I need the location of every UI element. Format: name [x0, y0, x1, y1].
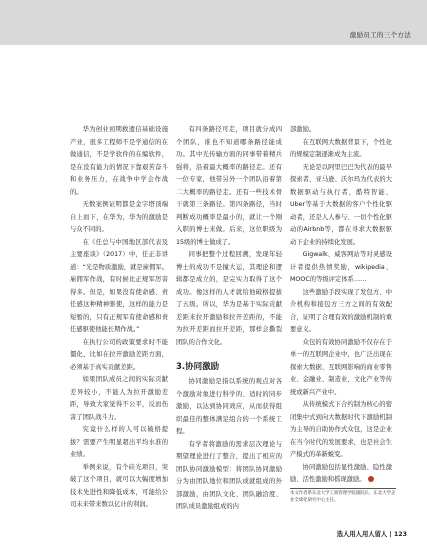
paragraph: 究竟什么样的人可以破格提拔？需要产生明显超出平均水准的业绩。: [70, 426, 168, 458]
paragraph: 华为创业初期救遗信基础设施产业，很多工程师不是学通信的在做通信，不是学软件的在编软件，是在没有能力的情况下靠艰苦奋斗和业务压力，在战争中学会作战的。: [70, 126, 168, 196]
paragraph: 在《任总与中国地区部代表及主要座谈》（2017）中，任正非讲道：“光是物质激励，就是雇佣军。雇佣军作战，有时候比正规军厉害得多。但是，如果没有使命感、责任感这种精神驱使，这样的能力是短暂的，只有正规军有使命感和责任感驱使他能长期作战。”: [70, 238, 168, 333]
paragraph: 这些激励手段实现了发包方、中介机构和接包方三方之间的有效配合，证明了合理有效的激励机制的重要意义。: [290, 288, 392, 333]
paragraph: 有学者将激励的需求层次理论与期望理论进行了整合，提出了相应的团队协同激励模型：将团队协同激励分为由团队地位和团队成就组成的外部激励，由团队文化、团队融洽度、团队成员激励组成的内: [176, 440, 282, 510]
paragraph-final: [290, 462, 392, 487]
author-note: 本文作者系东北大学工商管理学院副院长、东北大学企业全球化研究中心主任。: [290, 491, 396, 503]
paragraph: 无论是以阿里巴巴为代表的最早探索者，亚马逊、沃尔玛为代表的大数据驱动与执行者，酷特智能、Uber等基于大数据的客户个性化驱动者，还是人人参与、一切个性化驱动的Airbnb等，都在寻求大数据驱动下企业的持续化发展。: [290, 163, 392, 246]
section-title: 3.协同激励: [176, 362, 220, 372]
paragraph: 在互联网大数据背景下，个性化的规模定制逐渐成为主流。: [290, 138, 392, 158]
text-column-1: [70, 124, 168, 512]
paragraph: 举例来说，有个硅光项目，突破了这个项目，就可以大幅度增加技术先进性和降低成本，可能给公司未来带来数以亿计的利润。: [70, 463, 168, 508]
page-header-title: 激励员工的三个方法: [349, 31, 411, 39]
paragraph: 协同激励是指以系统的观点对各个激励对象进行科学的、适时的同步激励，以达到协同效应，从而获得组织最佳的整体满足组合的一个系统工程。: [176, 378, 282, 435]
paragraph: 从传统模式下合约制为核心的密闭集中式到向大数据时代下激励机制为主导的自助协作式众包，这是企业在当今时代的发展要求，也是社会生产模式的革新蜕变。: [290, 401, 392, 458]
footnote-divider: [290, 488, 396, 489]
paragraph: 无数案例证明都是金字塔顶端自上而下，在华为，华为的激励是与众不同的。: [70, 201, 168, 233]
header-bar: [0, 0, 427, 45]
text-column-3: [290, 124, 392, 487]
paragraph: 在执行公司的政策要求时不能僵化，比如在拉开激励差距方面，必须基于真实贡献差距。: [70, 338, 168, 371]
paragraph-text: 协同激励包括显性激励、隐性激励、活性激励和摇现激励。: [290, 463, 392, 483]
paragraph: 有四条路径可走，项目就分成四个团队，谁也不知道哪条路径能成功。其中光传输方面的同事带着精兵强将，沿着最大概率的路径走。还有一位专家，他带另外一个团队沿着第二大概率的路径走。还有一些技术骨干就第三条路径。第四条路径，当时判断成功概率是最小的，就让一个刚入职的博士来做。后来，这位职级为15级的博士做成了。: [176, 126, 282, 246]
paragraph: 众包的有效协同激励不仅存在于单一的互联网企业中，也广泛出现在探索大数据、互联网影响的商业零售业、金融业、制造业、文化产业等传统或新兴产业中。: [290, 338, 392, 396]
page-footer: 选人用人用人留人 | 123: [336, 531, 407, 538]
paragraph: 同事把整个过程回溯，发现年轻博士的成功不是撞大运，其理论和逻辑都是成立的，是完实力取得了这个成功。像这样的人才就给他破格提拔了五级。所以，华为是基于实际贡献差距来拉开激励和拉开差距的，不能为拉开差距而拉开差距，那样会撕裂团队的合作文化。: [176, 251, 282, 346]
text-column-2: [176, 124, 282, 514]
paragraph: 如果团队成员之间的实际贡献差异较小，不能人为拉开激励差距，导致大家觉得不公平，反而伤害了团队战斗力。: [70, 376, 168, 421]
end-mark-icon: [368, 476, 374, 482]
paragraph: 部激励。: [290, 126, 316, 133]
paragraph: Gigwalk、威客网站等对灵感设计者提供热情奖励，wikipedia、MOOC的等级评定体系……: [290, 251, 392, 283]
